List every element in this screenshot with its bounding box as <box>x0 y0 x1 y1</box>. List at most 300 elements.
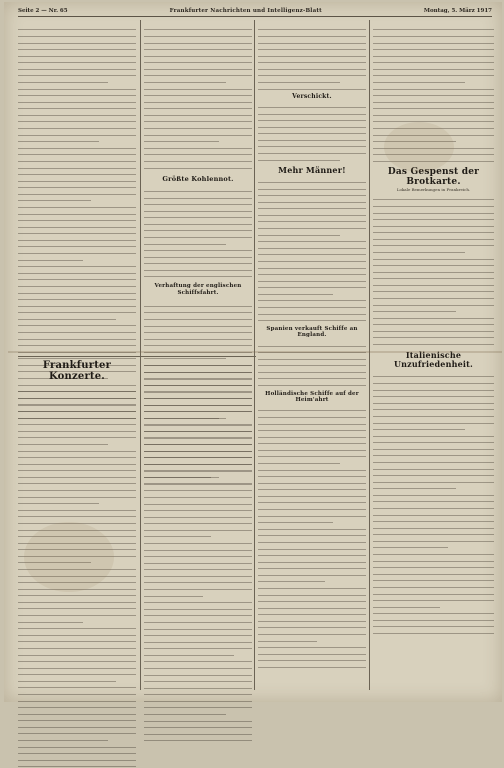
text-line <box>258 256 366 262</box>
text-line <box>258 373 366 379</box>
text-line <box>18 643 136 649</box>
text-line <box>373 201 494 207</box>
text-line <box>144 367 252 373</box>
text-line <box>144 676 252 682</box>
text-line <box>373 588 494 594</box>
text-line <box>144 597 252 603</box>
text-line <box>373 430 494 436</box>
text-line <box>144 557 252 563</box>
text-line <box>258 288 333 294</box>
text-line <box>18 313 116 319</box>
newspaper-title: Frankfurter Nachrichten und Intelligenz-Blatt <box>169 8 322 14</box>
text-line <box>258 602 366 608</box>
text-line <box>144 531 211 537</box>
text-line <box>144 465 252 471</box>
text-line <box>144 728 252 734</box>
text-line <box>258 315 366 321</box>
text-line <box>258 216 366 222</box>
text-line <box>373 384 494 390</box>
text-line <box>258 583 366 589</box>
text-line <box>373 555 494 561</box>
text-line <box>144 406 252 412</box>
text-line <box>18 511 136 517</box>
text-line <box>144 571 252 577</box>
text-line <box>144 524 252 530</box>
text-line <box>373 411 494 417</box>
text-line <box>373 404 494 410</box>
text-line <box>144 695 252 701</box>
text-line <box>18 393 136 399</box>
text-line <box>373 207 494 213</box>
text-line <box>144 446 252 452</box>
text-line <box>144 271 252 277</box>
text-line <box>18 327 136 333</box>
text-line <box>373 522 494 528</box>
text-line <box>373 266 494 272</box>
text-line <box>18 656 136 662</box>
text-line <box>144 630 252 636</box>
text-line <box>373 536 494 542</box>
text-line <box>373 312 494 318</box>
text-line <box>373 273 494 279</box>
text-line <box>258 302 366 308</box>
text-line <box>18 597 136 603</box>
text-line <box>18 629 136 635</box>
text-line <box>373 378 494 384</box>
text-line <box>258 477 366 483</box>
text-line <box>373 227 494 233</box>
text-line <box>258 108 366 114</box>
text-line <box>373 489 494 495</box>
headline-brotkarte: Das Gespenst der Brotkarte. <box>387 166 480 187</box>
text-line <box>258 655 366 661</box>
text-line <box>18 721 136 727</box>
text-line <box>144 225 252 231</box>
text-line <box>373 220 494 226</box>
text-line <box>258 517 333 523</box>
text-line <box>18 669 136 675</box>
text-line <box>258 537 366 543</box>
text-line <box>144 50 252 56</box>
text-line <box>144 419 252 425</box>
text-line <box>258 556 366 562</box>
text-line <box>373 240 494 246</box>
text-line <box>258 609 366 615</box>
text-line <box>258 380 366 386</box>
text-line <box>373 194 494 200</box>
text-line <box>18 110 136 116</box>
text-line <box>18 300 136 306</box>
text-line <box>18 682 136 688</box>
headline-hollaendische-schiffe: Holländische Schiffe auf der Heim'ahrt <box>265 391 359 403</box>
text-line <box>373 253 494 259</box>
text-line <box>18 281 136 287</box>
text-line <box>18 90 136 96</box>
text-line <box>258 412 366 418</box>
text-line <box>258 366 366 372</box>
text-line <box>373 457 494 463</box>
text-line <box>18 307 136 313</box>
text-line <box>373 509 494 515</box>
text-line <box>144 44 252 50</box>
text-line <box>144 538 252 544</box>
text-line <box>373 293 494 299</box>
text-line <box>373 371 494 377</box>
text-line <box>18 412 136 418</box>
text-line <box>373 450 494 456</box>
text-line <box>144 212 252 218</box>
text-line <box>373 424 465 430</box>
text-line <box>18 439 108 445</box>
text-line <box>258 70 366 76</box>
text-line <box>373 233 494 239</box>
text-line <box>258 360 366 366</box>
text-line <box>144 426 252 432</box>
text-line <box>258 484 366 490</box>
paper-stain <box>24 522 114 592</box>
text-line <box>258 550 366 556</box>
text-line <box>373 77 465 83</box>
text-line <box>144 386 252 392</box>
text-line <box>18 432 136 438</box>
text-line <box>144 327 252 333</box>
text-line <box>258 121 366 127</box>
text-line <box>18 662 136 668</box>
text-line <box>18 37 136 43</box>
text-line <box>258 523 366 529</box>
text-line <box>18 175 136 181</box>
text-line <box>373 116 494 122</box>
text-line <box>144 669 252 675</box>
text-line <box>18 228 136 234</box>
text-line <box>144 485 252 491</box>
text-line <box>18 195 91 201</box>
text-line <box>18 649 136 655</box>
text-line <box>144 452 252 458</box>
text-line <box>144 623 252 629</box>
text-line <box>258 275 366 281</box>
text-line <box>18 274 136 280</box>
text-line <box>144 360 252 366</box>
text-line <box>258 589 366 595</box>
text-line <box>373 568 494 574</box>
text-line <box>144 96 252 102</box>
text-line <box>144 199 252 205</box>
text-line <box>258 510 366 516</box>
text-line <box>258 196 366 202</box>
text-line <box>144 258 252 264</box>
text-line <box>373 463 494 469</box>
text-line <box>18 491 136 497</box>
text-line <box>144 70 252 76</box>
text-line <box>18 748 136 754</box>
text-line <box>258 471 366 477</box>
text-line <box>373 542 448 548</box>
text-line <box>18 267 136 273</box>
text-line <box>373 562 494 568</box>
text-line <box>258 183 366 189</box>
text-line <box>144 31 252 37</box>
text-line <box>144 340 252 346</box>
text-line <box>144 77 226 83</box>
text-line <box>373 339 494 345</box>
text-line <box>18 169 136 175</box>
text-line <box>258 642 366 648</box>
issue-date: Montag, 5. März 1917 <box>423 8 492 14</box>
text-line <box>373 601 440 607</box>
text-line <box>373 437 494 443</box>
text-line <box>258 249 366 255</box>
text-line <box>144 722 252 728</box>
text-line <box>258 295 366 301</box>
text-line <box>144 702 252 708</box>
text-line <box>258 464 366 470</box>
text-line <box>258 223 366 229</box>
text-line <box>144 709 226 715</box>
text-line <box>144 472 219 478</box>
text-line <box>18 406 136 412</box>
text-line <box>144 439 252 445</box>
text-line <box>18 419 136 425</box>
text-line <box>258 504 366 510</box>
text-line <box>144 110 252 116</box>
text-line <box>18 498 99 504</box>
text-line <box>258 229 340 235</box>
headline-konzerte: Frankfurter Konzerte. <box>42 360 112 382</box>
text-line <box>18 504 136 510</box>
headline-kohlennot: Größte Kohlennot. <box>162 174 234 183</box>
text-line <box>144 617 252 623</box>
text-line <box>373 103 494 109</box>
text-line <box>258 154 340 160</box>
text-line <box>373 575 494 581</box>
text-line <box>18 221 136 227</box>
text-line <box>18 333 136 339</box>
text-line <box>373 44 494 50</box>
text-line <box>258 405 366 411</box>
text-line <box>18 129 136 135</box>
text-line <box>144 603 252 609</box>
text-line <box>18 425 136 431</box>
text-line <box>144 156 252 162</box>
text-line <box>18 136 99 142</box>
text-line <box>373 326 494 332</box>
text-line <box>18 103 136 109</box>
text-line <box>258 115 366 121</box>
text-line <box>258 418 366 424</box>
text-line <box>144 333 252 339</box>
text-line <box>258 596 366 602</box>
text-line <box>18 248 136 254</box>
text-line <box>144 551 252 557</box>
text-line <box>18 320 136 326</box>
text-line <box>258 629 366 635</box>
text-line <box>258 134 366 140</box>
text-line <box>144 300 252 306</box>
text-line <box>373 50 494 56</box>
text-line <box>258 543 366 549</box>
text-line <box>258 576 325 582</box>
text-line <box>373 286 494 292</box>
text-line <box>18 116 136 122</box>
text-line <box>258 83 366 89</box>
text-line <box>144 413 226 419</box>
column-3 <box>258 24 366 668</box>
text-line <box>18 353 136 359</box>
text-line <box>18 708 136 714</box>
text-line <box>258 262 366 268</box>
text-line <box>144 63 252 69</box>
text-line <box>373 260 494 266</box>
text-line <box>18 452 136 458</box>
text-line <box>18 215 136 221</box>
text-line <box>18 340 136 346</box>
text-line <box>18 675 116 681</box>
text-line <box>18 636 136 642</box>
text-line <box>18 623 136 629</box>
text-line <box>144 590 203 596</box>
text-line <box>18 123 136 129</box>
text-line <box>144 610 252 616</box>
text-line <box>144 251 252 257</box>
text-line <box>258 308 366 314</box>
text-line <box>258 569 366 575</box>
paper-fold <box>8 351 502 353</box>
text-line <box>18 31 136 37</box>
text-line <box>18 735 108 741</box>
text-line <box>144 90 252 96</box>
text-line <box>258 102 366 108</box>
text-line <box>144 37 252 43</box>
text-line <box>144 432 252 438</box>
text-line <box>18 445 136 451</box>
headline-verschickt: Verschickt. <box>292 92 332 100</box>
text-line <box>258 177 366 183</box>
text-line <box>144 232 252 238</box>
text-line <box>373 110 494 116</box>
column-rule <box>140 20 141 690</box>
text-line <box>144 116 252 122</box>
text-line <box>373 306 456 312</box>
text-line <box>373 628 494 634</box>
text-line <box>144 136 219 142</box>
text-line <box>18 485 136 491</box>
text-line <box>373 90 494 96</box>
text-line <box>373 529 494 535</box>
text-line <box>258 648 366 654</box>
text-line <box>373 397 494 403</box>
text-line <box>18 386 136 392</box>
text-line <box>18 399 136 405</box>
text-line <box>18 24 136 30</box>
newspaper-page <box>4 2 502 702</box>
text-line <box>373 299 494 305</box>
text-line <box>144 129 252 135</box>
text-line <box>258 37 366 43</box>
text-line <box>144 245 252 251</box>
text-line <box>18 208 136 214</box>
text-line <box>258 210 366 216</box>
headline-spanien: Spanien verkauft Schiffe an England. <box>266 326 358 339</box>
text-line <box>258 63 366 69</box>
text-line <box>18 96 136 102</box>
text-line <box>144 643 252 649</box>
text-line <box>144 373 252 379</box>
text-line <box>373 31 494 37</box>
text-line <box>18 294 136 300</box>
text-line <box>144 320 252 326</box>
text-line <box>258 662 366 668</box>
text-line <box>373 503 494 509</box>
text-line <box>144 186 252 192</box>
text-line <box>373 70 494 76</box>
text-line <box>18 202 136 208</box>
text-line <box>144 218 252 224</box>
text-line <box>373 279 494 285</box>
text-line <box>373 582 494 588</box>
text-line <box>18 241 136 247</box>
text-line <box>144 192 252 198</box>
text-line <box>258 190 366 196</box>
text-line <box>144 577 252 583</box>
text-line <box>18 261 136 267</box>
text-line <box>373 63 494 69</box>
page-number: Seite 2 — Nr. 65 <box>18 8 68 14</box>
text-line <box>144 238 226 244</box>
text-line <box>144 498 252 504</box>
text-line <box>258 282 366 288</box>
text-line <box>373 417 494 423</box>
text-line <box>258 148 366 154</box>
text-line <box>18 287 136 293</box>
headline-unzufriedenheit: Italienische Unzufriedenheit. <box>393 350 474 370</box>
text-line <box>258 44 366 50</box>
text-line <box>144 205 252 211</box>
text-line <box>18 741 136 747</box>
text-line <box>258 269 366 275</box>
column-rule <box>254 20 255 690</box>
text-line <box>18 616 83 622</box>
text-line <box>144 264 252 270</box>
text-line <box>144 314 252 320</box>
text-line <box>144 162 252 168</box>
text-line <box>373 608 494 614</box>
text-line <box>144 682 252 688</box>
text-line <box>18 77 108 83</box>
text-line <box>258 458 340 464</box>
text-line <box>144 393 252 399</box>
text-line <box>144 149 252 155</box>
text-line <box>258 24 366 30</box>
text-line <box>144 459 252 465</box>
text-line <box>373 214 494 220</box>
column-rule <box>369 20 370 690</box>
text-line <box>258 616 366 622</box>
text-line <box>258 242 366 248</box>
text-line <box>144 544 252 550</box>
text-line <box>258 635 317 641</box>
text-line <box>258 622 366 628</box>
text-line <box>144 636 252 642</box>
text-line <box>144 518 252 524</box>
text-line <box>373 496 494 502</box>
text-line <box>18 83 136 89</box>
text-line <box>258 451 366 457</box>
text-line <box>18 235 136 241</box>
text-line <box>144 380 252 386</box>
text-line <box>373 470 494 476</box>
text-line <box>258 141 366 147</box>
